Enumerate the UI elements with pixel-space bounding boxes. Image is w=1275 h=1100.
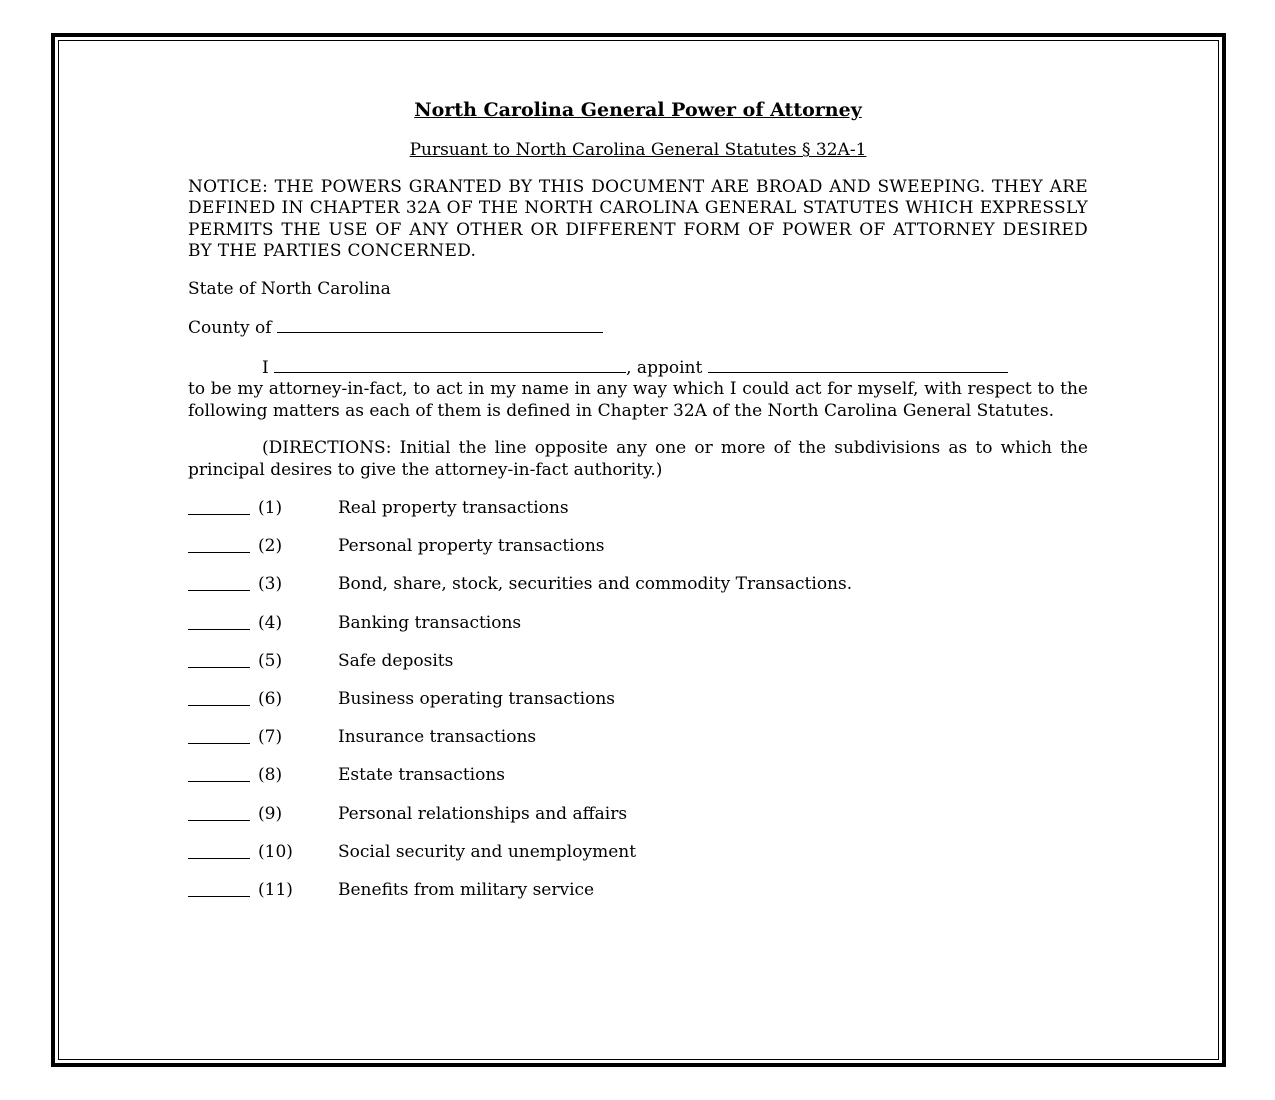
power-list-item <box>188 689 1088 727</box>
initial-blank-field[interactable] <box>188 613 250 630</box>
directions-text: (DIRECTIONS: Initial the line opposite any one or more of the subdivisions as to which the principal desires to give the attorney-in-fact authority.) <box>188 438 1088 480</box>
power-number: (9) <box>258 803 283 824</box>
power-list-item <box>188 613 1088 651</box>
power-list-item <box>188 842 1088 880</box>
power-label: Personal relationships and affairs <box>338 803 628 824</box>
initial-blank-field[interactable] <box>188 765 250 782</box>
power-label: Banking transactions <box>338 612 522 633</box>
appoint-middle: , appoint <box>626 357 703 378</box>
state-line: State of North Carolina <box>188 278 391 299</box>
power-number: (5) <box>258 650 283 671</box>
county-label: County of <box>188 318 272 338</box>
appoint-body: to be my attorney-in-fact, to act in my name in any way which I could act for myself, with respect to the following matters as each of them is defined in Chapter 32A of the North Carolina General Statutes. <box>188 379 1088 421</box>
initial-blank-field[interactable] <box>188 842 250 859</box>
initial-blank-field[interactable] <box>188 689 250 706</box>
power-list-item <box>188 498 1088 536</box>
powers-list <box>188 498 1088 918</box>
power-list-item <box>188 804 1088 842</box>
power-number: (3) <box>258 574 283 595</box>
appointment-paragraph <box>188 356 1088 423</box>
initial-blank-field[interactable] <box>188 727 250 744</box>
power-list-item <box>188 765 1088 803</box>
initial-blank-field[interactable] <box>188 536 250 553</box>
power-number: (6) <box>258 688 283 709</box>
power-label: Bond, share, stock, securities and commodity Transactions. <box>338 574 853 595</box>
power-label: Personal property transactions <box>338 536 605 557</box>
power-number: (1) <box>258 498 283 518</box>
initial-blank-field[interactable] <box>188 574 250 591</box>
power-label: Estate transactions <box>338 765 505 786</box>
power-number: (7) <box>258 727 283 748</box>
attorney-name-blank-field[interactable] <box>708 356 1008 373</box>
power-list-item <box>188 536 1088 574</box>
power-label: Safe deposits <box>338 650 454 671</box>
power-label: Social security and unemployment <box>338 841 637 862</box>
power-number: (2) <box>258 536 283 557</box>
appoint-prefix: I <box>262 357 269 378</box>
power-label: Real property transactions <box>338 498 569 518</box>
initial-blank-field[interactable] <box>188 651 250 668</box>
power-list-item <box>188 574 1088 612</box>
directions-paragraph <box>188 438 1088 481</box>
power-label: Insurance transactions <box>338 727 537 748</box>
power-number: (11) <box>258 879 293 900</box>
county-line <box>188 316 1088 340</box>
power-number: (8) <box>258 765 283 786</box>
document-title: North Carolina General Power of Attorney <box>414 99 862 121</box>
initial-blank-field[interactable] <box>188 498 250 515</box>
initial-blank-field[interactable] <box>188 880 250 897</box>
county-blank-field[interactable] <box>277 316 603 333</box>
power-list-item <box>188 727 1088 765</box>
power-label: Benefits from military service <box>338 879 595 900</box>
initial-blank-field[interactable] <box>188 804 250 821</box>
document-page <box>188 96 1088 918</box>
power-label: Business operating transactions <box>338 688 616 709</box>
power-number: (10) <box>258 841 293 862</box>
document-subtitle: Pursuant to North Carolina General Statutes § 32A-1 <box>409 140 867 160</box>
power-list-item <box>188 880 1088 918</box>
power-number: (4) <box>258 612 283 633</box>
notice-paragraph: NOTICE: THE POWERS GRANTED BY THIS DOCUMENT ARE BROAD AND SWEEPING. THEY ARE DEFINED IN CHAPTER 32A OF THE NORTH CAROLINA GENERAL STATUTES WHICH EXPRESSLY PERMITS THE USE OF ANY OTHER OR DIFFERENT FORM OF POWER OF ATTORNEY DESIRED BY THE PARTIES CONCERNED. <box>188 176 1088 261</box>
power-list-item <box>188 651 1088 689</box>
principal-name-blank-field[interactable] <box>274 356 626 373</box>
